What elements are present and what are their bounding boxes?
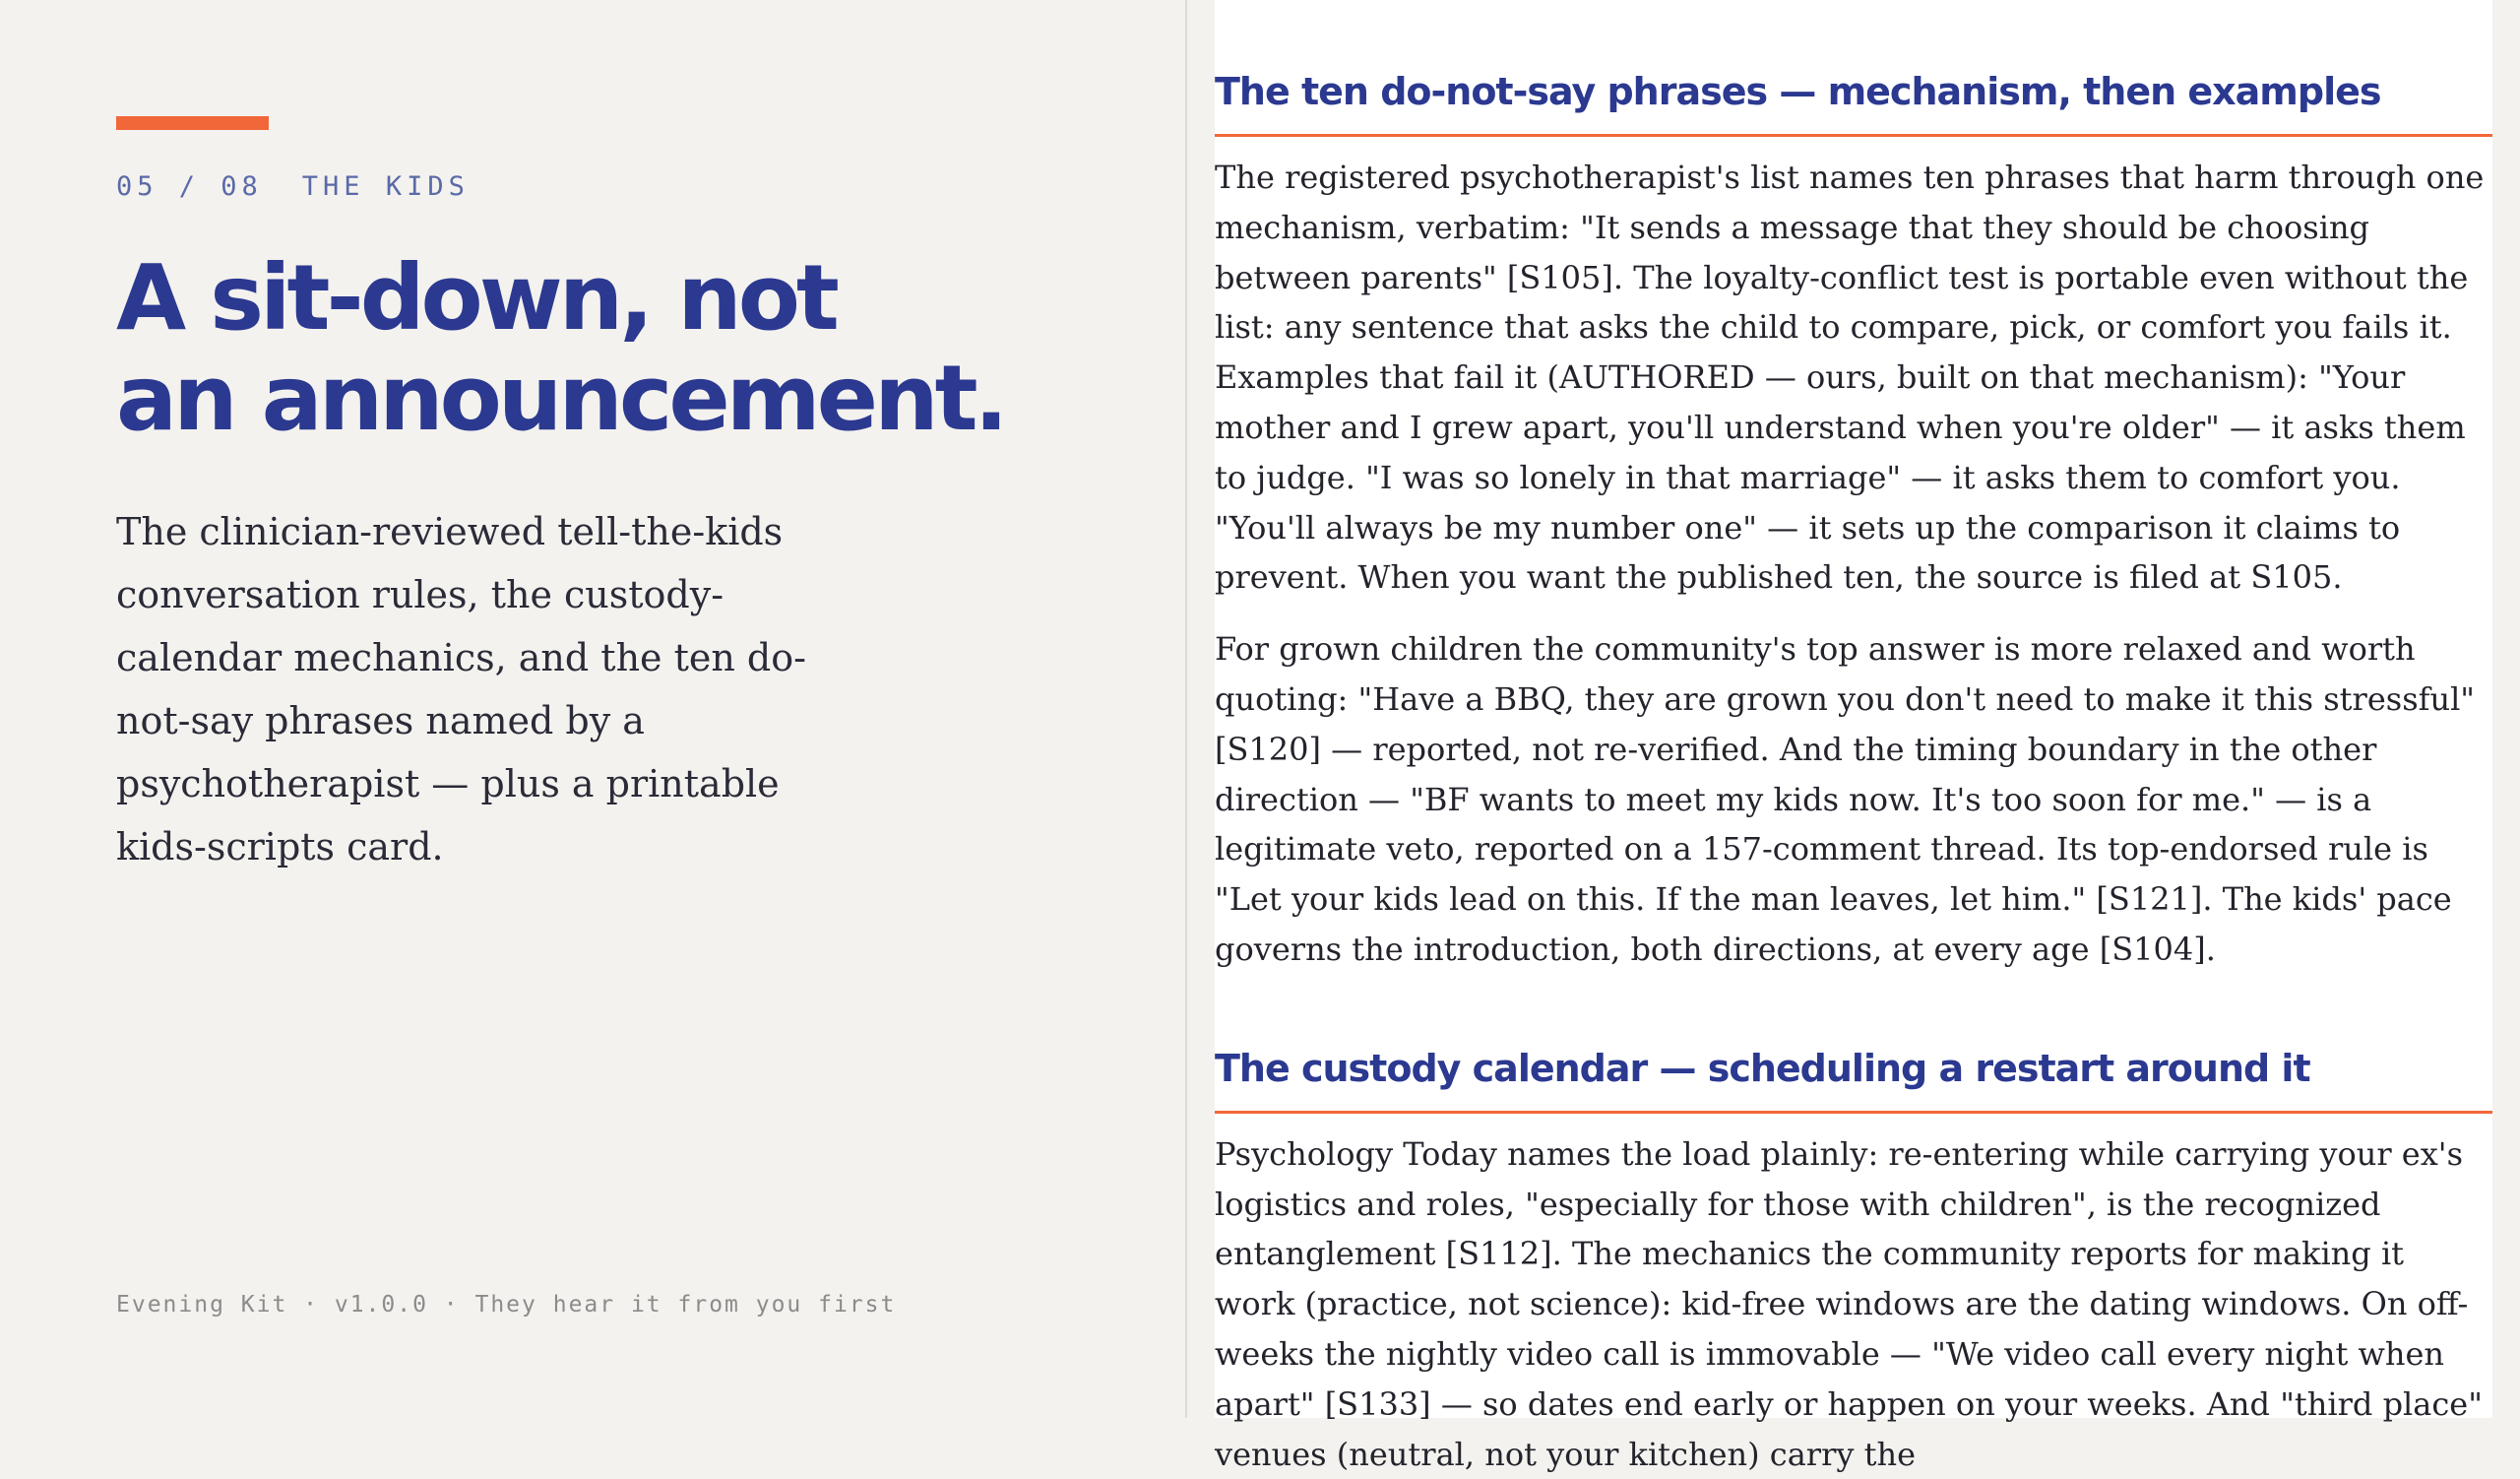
section-heading: The ten do-not-say phrases — mechanism, then examples [1215,63,2492,137]
content-panel[interactable] [1215,0,2492,1473]
content-scroll [1215,63,2492,1479]
lede-paragraph: The clinician-reviewed tell-the-kids conversation rules, the custody-calendar mechanics, and the ten do-not-say phrases named by a psychotherapist — plus a printable kids-scripts card. [116,510,806,868]
section-paragraph: The registered psychotherapist's list names ten phrases that harm through one mechanism, verbatim: "It sends a message that they should be choosing between parents" [S105]. The loyalty-conflict test is portable even without the list: any sentence that asks the child to compare, pick, or comfort you fails it. Examples that fail it (AUTHORED — ours, built on that mechanism): "Your mother and I grew apart, you'll understand when you're older" — it asks them to judge. "I was so lonely in that marriage" — it asks them to comfort you. "You'll always be my number one" — it sets up the comparison it claims to prevent. When you want the published ten, the source is filed at S105. [1215,159,2485,597]
page-title-line-2: an announcement. [116,346,1005,451]
section-custody-calendar [1215,1040,2492,1479]
section-label: THE KIDS [301,171,470,202]
section-do-not-say [1215,63,2492,975]
footer-note: Evening Kit · v1.0.0 · They hear it from you first [116,1292,897,1318]
accent-bar [116,116,269,130]
section-paragraph: For grown children the community's top answer is more relaxed and worth quoting: "Have a BBQ, they are grown you don't need to make it this stressful" [S120] — reported, not re-verified. And the timing boundary in the other direction — "BF wants to meet my kids now. It's too soon for me." — is a legitimate veto, reported on a 157-comment thread. Its top-endorsed rule is "Let your kids lead on this. If the man leaves, let him." [S121]. The kids' pace governs the introduction, both directions, at every age [S104]. [1215,630,2476,968]
section-eyebrow [116,171,470,202]
page-title [116,245,1160,451]
panel-divider [1185,0,1187,1418]
section-paragraph: Psychology Today names the load plainly: re-entering while carrying your ex's logistics and roles, "especially for those with children", is the recognized entanglement [S112]. The mechanics the community reports for making it work (practice, not science): kid-free windows are the dating windows. On off-weeks the nightly video call is immovable — "We video call every night when apart" [S133] — so dates end early or happen on your weeks. And "third place" venues (neutral, not your kitchen) carry the [1215,1134,2483,1473]
intro-panel [0,0,1185,1418]
page-title-line-1: A sit-down, not [116,245,836,351]
section-number: 05 / 08 [116,171,263,202]
section-heading: The custody calendar — scheduling a restart around it [1215,1040,2492,1114]
